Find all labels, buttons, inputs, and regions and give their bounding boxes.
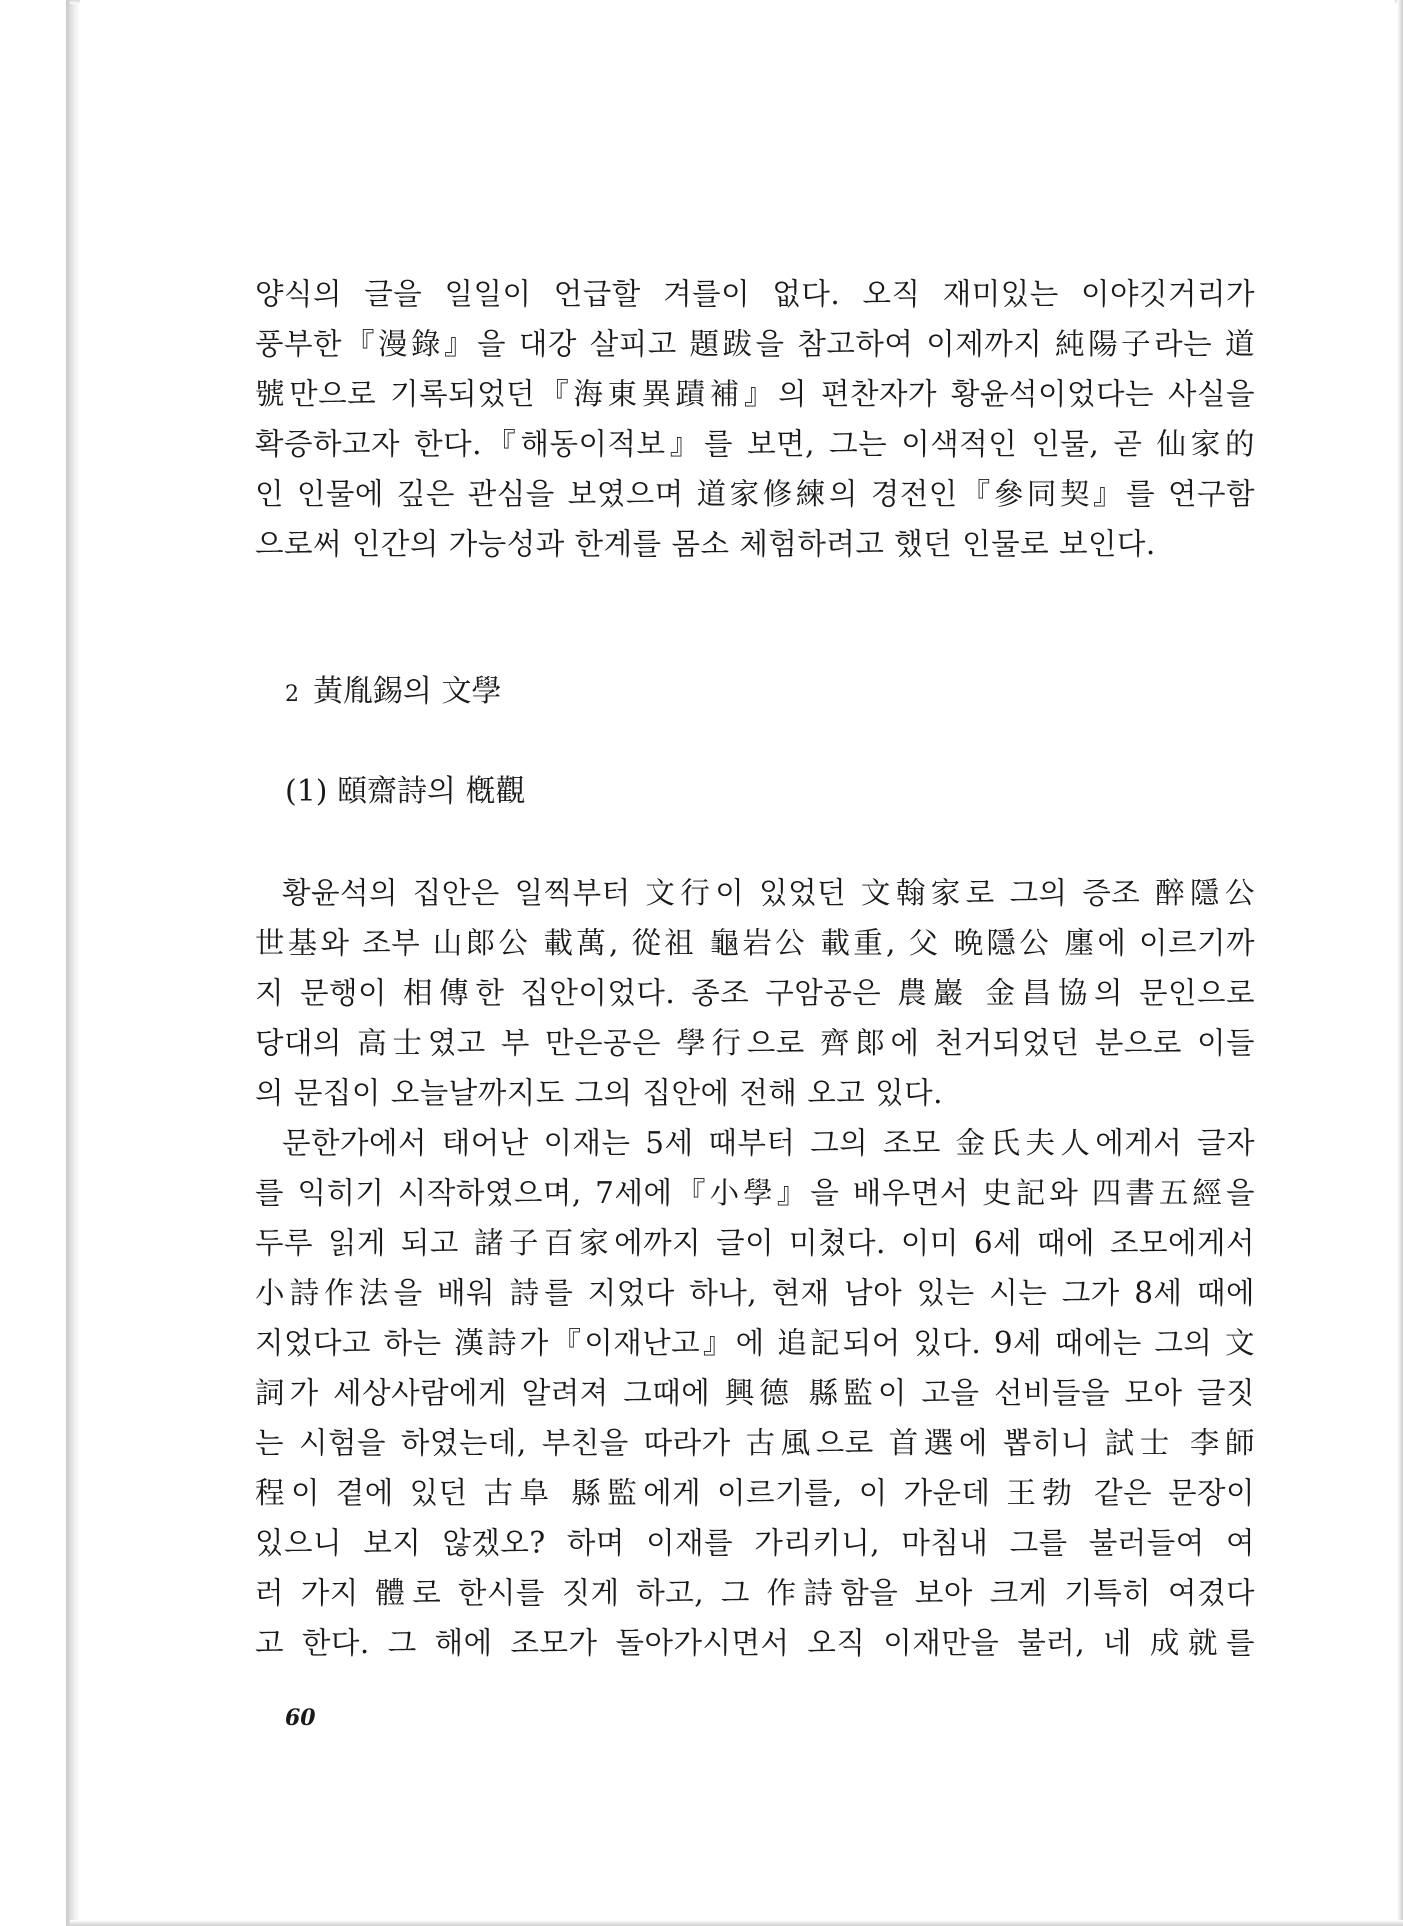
text-line: 고 한다. 그 해에 조모가 돌아가시면서 오직 이재만을 불러, 네 成就를 (255, 1626, 1255, 1660)
page-number: 60 (285, 1705, 316, 1731)
text-line: 문한가에서 태어난 이재는 5세 때부터 그의 조모 金氏夫人에게서 글자 (282, 1126, 1255, 1160)
section-title: 黃胤錫의 文學 (313, 674, 502, 709)
page-binding-shadow (66, 0, 80, 1926)
text-line: 있으니 보지 않겠오? 하며 이재를 가리키니, 마침내 그를 불러들여 여 (255, 1526, 1255, 1560)
text-line: 으로써 인간의 가능성과 한계를 몸소 체험하려고 했던 인물로 보인다. (255, 527, 1156, 561)
text-line: 詞가 세상사람에게 알려져 그때에 興德 縣監이 고을 선비들을 모아 글짓 (255, 1376, 1255, 1410)
section-heading (285, 672, 502, 715)
text-line: 世基와 조부 山郞公 載萬, 從祖 龜岩公 載重, 父 晩隱公 廛에 이르기까 (255, 926, 1255, 960)
text-line: 의 문집이 오늘날까지도 그의 집안에 전해 오고 있다. (255, 1076, 943, 1110)
text-line: 程이 곁에 있던 古阜 縣監에게 이르기를, 이 가운데 王勃 같은 문장이 (255, 1476, 1255, 1510)
text-line: 는 시험을 하였는데, 부친을 따라가 古風으로 首選에 뽑히니 試士 李師 (255, 1426, 1255, 1460)
text-line: 풍부한『漫錄』을 대강 살피고 題跋을 참고하여 이제까지 純陽子라는 道 (255, 327, 1255, 361)
text-line: 小詩作法을 배워 詩를 지었다 하나, 현재 남아 있는 시는 그가 8세 때에 (255, 1276, 1255, 1310)
text-line: 지 문행이 相傳한 집안이었다. 종조 구암공은 農巖 金昌協의 문인으로 (255, 976, 1255, 1010)
subsection-heading: (1) 頤齋詩의 槪觀 (285, 774, 526, 809)
text-line: 러 가지 體로 한시를 짓게 하고, 그 作詩함을 보아 크게 기특히 여겼다 (255, 1576, 1255, 1610)
text-line: 인 인물에 깊은 관심을 보였으며 道家修練의 경전인『參同契』를 연구함 (255, 477, 1255, 511)
text-line: 당대의 高士였고 부 만은공은 學行으로 齊郞에 천거되었던 분으로 이들 (255, 1026, 1255, 1060)
text-line: 양식의 글을 일일이 언급할 겨를이 없다. 오직 재미있는 이야깃거리가 (255, 277, 1255, 311)
section-number: 2 (285, 682, 299, 707)
text-line: 號만으로 기록되었던『海東異蹟補』의 편찬자가 황윤석이었다는 사실을 (255, 377, 1255, 411)
page-edge-right (1397, 0, 1403, 1926)
text-line: 를 익히기 시작하였으며, 7세에『小學』을 배우면서 史記와 四書五經을 (255, 1176, 1255, 1210)
text-line: 두루 읽게 되고 諸子百家에까지 글이 미쳤다. 이미 6세 때에 조모에게서 (255, 1226, 1255, 1260)
page-edge-bottom (70, 1920, 1403, 1926)
text-line: 확증하고자 한다.『해동이적보』를 보면, 그는 이색적인 인물, 곧 仙家的 (255, 427, 1255, 461)
text-line: 황윤석의 집안은 일찍부터 文行이 있었던 文翰家로 그의 증조 醉隱公 (282, 876, 1255, 910)
text-line: 지었다고 하는 漢詩가『이재난고』에 追記되어 있다. 9세 때에는 그의 文 (255, 1326, 1255, 1360)
